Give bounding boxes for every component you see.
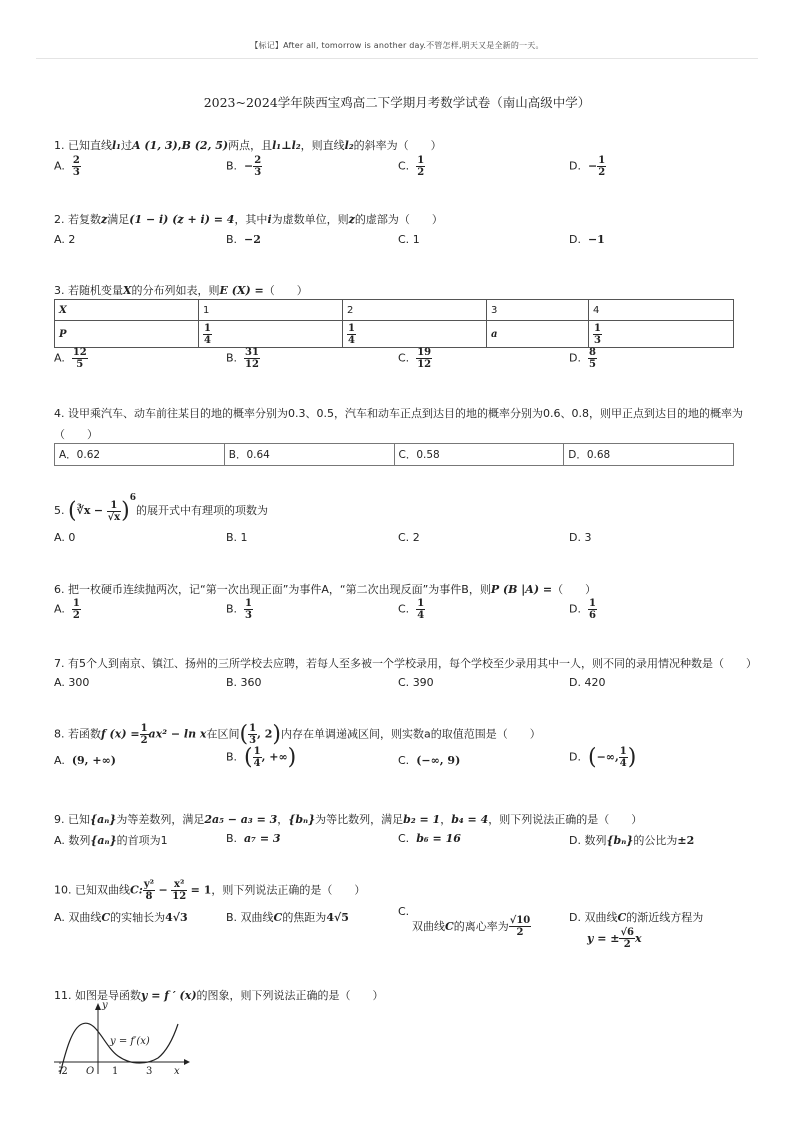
q2-option-c[interactable]: C. 1: [398, 233, 420, 246]
q7-option-a[interactable]: A. 300: [54, 676, 90, 689]
tick-label: 3: [146, 1066, 153, 1077]
x-axis-arrow: [184, 1059, 190, 1065]
distribution-table: [54, 299, 734, 348]
table-cell: $\frac{1}{4}$: [343, 321, 487, 348]
table-cell: 4: [589, 300, 734, 321]
question-1-stem: 1. 已知直线l₁过A (1, 3),B (2, 5)两点，且l₁⊥l₂，则直线l₂的斜率为（ ）: [54, 139, 442, 152]
q4-option-d[interactable]: D．0.68: [564, 444, 734, 466]
question-8-stem: 8. 若函数f (x) = $\frac{1}{2}$ ax² − ln x在区间( $\frac{1}{3}$ , 2)内存在单调递减区间，则实数a的取值范围是（ ）: [54, 722, 541, 747]
table-cell: $\frac{1}{3}$: [589, 321, 734, 348]
q4-options-table: [54, 443, 734, 466]
q2-option-d[interactable]: D. −1: [569, 233, 605, 246]
q10-option-b[interactable]: B. 双曲线C的焦距为4√5: [226, 911, 349, 924]
table-cell: $\frac{1}{4}$: [199, 321, 343, 348]
q1-option-a[interactable]: A. $\frac{2}{3}$: [54, 155, 80, 178]
q3-option-a[interactable]: A. $\frac{12}{5}$: [54, 347, 87, 370]
question-7-stem: 7. 有5个人到南京、镇江、扬州的三所学校去应聘，若每人至多被一个学校录用，每个学校至少录用其中一人，则不同的录用情况种数是（ ）: [54, 657, 757, 670]
question-11-stem: 11. 如图是导函数y = f ′ (x)的图象，则下列说法正确的是（ ）: [54, 989, 384, 1002]
header-note: 【标记】After all, tomorrow is another day.不管怎样,明天又是全新的一天。: [250, 41, 544, 50]
table-cell: X: [55, 300, 199, 321]
q6-option-d[interactable]: D. $\frac{1}{6}$: [569, 598, 596, 621]
table-cell: P: [55, 321, 199, 348]
q10-option-d[interactable]: D. 双曲线C的渐近线方程为 y = ± $\frac{√6}{2}$ x: [569, 911, 704, 950]
y-axis-label: y: [102, 1000, 108, 1011]
q2-option-b[interactable]: B. −2: [226, 233, 261, 246]
q9-option-d[interactable]: D. 数列{bₙ}的公比为±2: [569, 834, 695, 847]
q9-option-a[interactable]: A. 数列{aₙ}的首项为1: [54, 834, 168, 847]
y-axis-arrow: [95, 1003, 101, 1010]
q1-option-b[interactable]: B. − $\frac{2}{3}$: [226, 155, 262, 178]
exam-title: 2023~2024学年陕西宝鸡高二下学期月考数学试卷（南山高级中学）: [203, 95, 591, 110]
q8-option-b[interactable]: B. ( $\frac{1}{4}$ , +∞): [226, 745, 297, 770]
q6-option-a[interactable]: A. $\frac{1}{2}$: [54, 598, 80, 621]
q9-option-c[interactable]: C. b₆ = 16: [398, 832, 461, 845]
derivative-graph: [52, 1000, 192, 1078]
q10-option-c[interactable]: C. 双曲线C的离心率为 $\frac{√10}{2}$: [398, 905, 531, 938]
table-cell: 1: [199, 300, 343, 321]
q8-option-d[interactable]: D. (−∞, $\frac{1}{4}$ ): [569, 745, 637, 770]
q10-option-a[interactable]: A. 双曲线C的实轴长为4√3: [54, 911, 188, 924]
q8-option-a[interactable]: A. (9, +∞): [54, 754, 116, 767]
q6-option-c[interactable]: C. $\frac{1}{4}$: [398, 598, 425, 621]
header-divider: [36, 58, 758, 59]
question-6-stem: 6. 把一枚硬币连续抛两次，记“第一次出现正面”为事件A，“第二次出现反面”为事件B，则P (B |A) =（ ）: [54, 583, 597, 596]
question-4-stem: 4. 设甲乘汽车、动车前往某目的地的概率分别为0.3、0.5，汽车和动车正点到达目的地的概率分别为0.6、0.8，则甲正点到达目的地的概率为: [54, 407, 743, 420]
table-row: [55, 300, 734, 321]
question-4-paren: （ ）: [54, 428, 98, 441]
q3-option-d[interactable]: D. $\frac{8}{5}$: [569, 347, 596, 370]
question-2-stem: 2. 若复数z满足(1 − i) (z + i) = 4，其中i为虚数单位，则z的虚部为（ ）: [54, 213, 443, 226]
q7-option-b[interactable]: B. 360: [226, 676, 262, 689]
q5-option-c[interactable]: C. 2: [398, 531, 420, 544]
q4-option-a[interactable]: A．0.62: [55, 444, 225, 466]
table-cell: 2: [343, 300, 487, 321]
q4-option-c[interactable]: C．0.58: [394, 444, 564, 466]
q2-option-a[interactable]: A. 2: [54, 233, 76, 246]
q3-option-c[interactable]: C. $\frac{19}{12}$: [398, 347, 432, 370]
question-3-stem: 3. 若随机变量X的分布列如表，则E (X) =（ ）: [54, 284, 308, 297]
tick-label: 1: [112, 1066, 119, 1077]
q7-option-d[interactable]: D. 420: [569, 676, 606, 689]
q1-option-d[interactable]: D. − $\frac{1}{2}$: [569, 155, 606, 178]
derivative-curve: [60, 1023, 178, 1074]
x-axis-label: x: [174, 1066, 180, 1077]
tick-label: -2: [58, 1066, 68, 1077]
q7-option-c[interactable]: C. 390: [398, 676, 434, 689]
question-9-stem: 9. 已知{aₙ}为等差数列，满足2a₅ − a₃ = 3，{bₙ}为等比数列，满足b₂ = 1，b₄ = 4，则下列说法正确的是（ ）: [54, 813, 643, 826]
q5-option-d[interactable]: D. 3: [569, 531, 592, 544]
curve-label: y = f′(x): [110, 1036, 150, 1047]
q3-option-b[interactable]: B. $\frac{31}{12}$: [226, 347, 259, 370]
question-5-stem: 5. (∛x − $\frac{1}{√x}$ )$^6$的展开式中有理项的项数为: [54, 493, 269, 524]
q4-option-b[interactable]: B．0.64: [224, 444, 394, 466]
table-cell: a: [487, 321, 589, 348]
origin-label: O: [86, 1066, 95, 1077]
q1-option-c[interactable]: C. $\frac{1}{2}$: [398, 155, 425, 178]
table-cell: 3: [487, 300, 589, 321]
q6-option-b[interactable]: B. $\frac{1}{3}$: [226, 598, 253, 621]
table-row: [55, 321, 734, 348]
q9-option-b[interactable]: B. a₇ = 3: [226, 832, 281, 845]
q5-option-a[interactable]: A. 0: [54, 531, 76, 544]
question-10-stem: 10. 已知双曲线C: $\frac{\text{y²}}{8}$ − $\frac{\text{x²}}{12}$ = 1，则下列说法正确的是（ ）: [54, 879, 366, 902]
q8-option-c[interactable]: C. (−∞, 9): [398, 754, 461, 767]
q5-option-b[interactable]: B. 1: [226, 531, 248, 544]
